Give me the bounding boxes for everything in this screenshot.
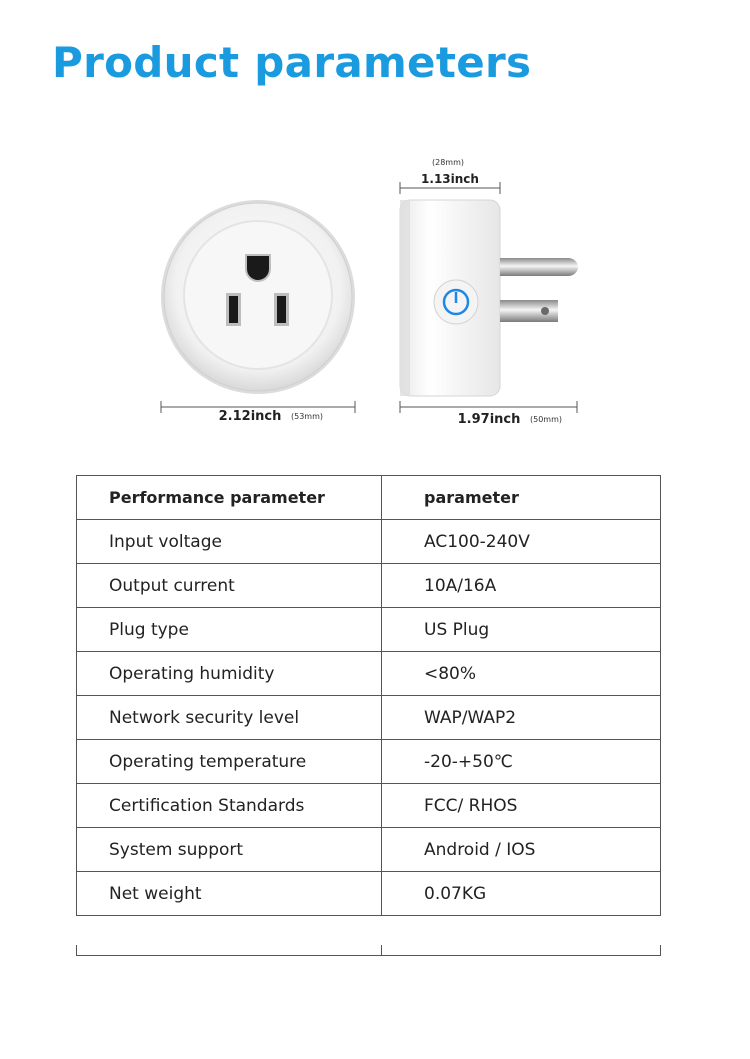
flat-blade-pin xyxy=(500,300,558,322)
row-value: <80% xyxy=(382,652,661,696)
ground-pin xyxy=(500,258,578,276)
row-label: Certification Standards xyxy=(77,784,382,828)
side-thickness-label: 1.13inch xyxy=(421,172,479,186)
front-width-dimension xyxy=(161,401,355,424)
row-value: WAP/WAP2 xyxy=(382,696,661,740)
slot-right xyxy=(274,293,289,326)
row-value: US Plug xyxy=(382,608,661,652)
trailing-divider xyxy=(76,955,661,956)
front-width-label: 2.12inch xyxy=(218,409,282,424)
row-label: Plug type xyxy=(77,608,382,652)
side-depth-dimension xyxy=(400,401,577,427)
row-label: Output current xyxy=(77,564,382,608)
side-view-plug xyxy=(400,200,578,396)
table-row xyxy=(77,696,661,740)
product-dimension-illustration xyxy=(0,150,750,440)
row-value: AC100-240V xyxy=(382,520,661,564)
row-value: 10A/16A xyxy=(382,564,661,608)
power-button-icon xyxy=(434,280,478,324)
row-label: Net weight xyxy=(77,872,382,916)
table-row xyxy=(77,652,661,696)
row-value: -20-+50℃ xyxy=(382,740,661,784)
row-label: Operating humidity xyxy=(77,652,382,696)
header-value-cell: parameter xyxy=(382,476,661,520)
side-thickness-dimension xyxy=(400,158,500,194)
trailing-tick-right xyxy=(660,945,661,956)
row-label: System support xyxy=(77,828,382,872)
parameter-table xyxy=(76,475,661,916)
row-value: FCC/ RHOS xyxy=(382,784,661,828)
side-depth-mm: (50mm) xyxy=(529,415,563,424)
header-label-cell: Performance parameter xyxy=(77,476,382,520)
table-header-row xyxy=(77,476,661,520)
side-thickness-mm: (28mm) xyxy=(431,158,465,167)
side-depth-label: 1.97inch xyxy=(457,412,521,427)
page-title: Product parameters xyxy=(52,38,532,87)
row-label: Network security level xyxy=(77,696,382,740)
row-label: Input voltage xyxy=(77,520,382,564)
table-row xyxy=(77,740,661,784)
table-row xyxy=(77,564,661,608)
slot-left xyxy=(226,293,241,326)
table-row xyxy=(77,828,661,872)
row-value: 0.07KG xyxy=(382,872,661,916)
trailing-tick-middle xyxy=(381,945,382,956)
front-width-mm: (53mm) xyxy=(290,412,324,421)
table-row xyxy=(77,520,661,564)
table-row xyxy=(77,872,661,916)
row-value: Android / IOS xyxy=(382,828,661,872)
table-row xyxy=(77,608,661,652)
row-label: Operating temperature xyxy=(77,740,382,784)
front-view-socket xyxy=(161,200,355,394)
table-row xyxy=(77,784,661,828)
trailing-tick-left xyxy=(76,945,77,956)
ground-hole xyxy=(245,254,271,282)
